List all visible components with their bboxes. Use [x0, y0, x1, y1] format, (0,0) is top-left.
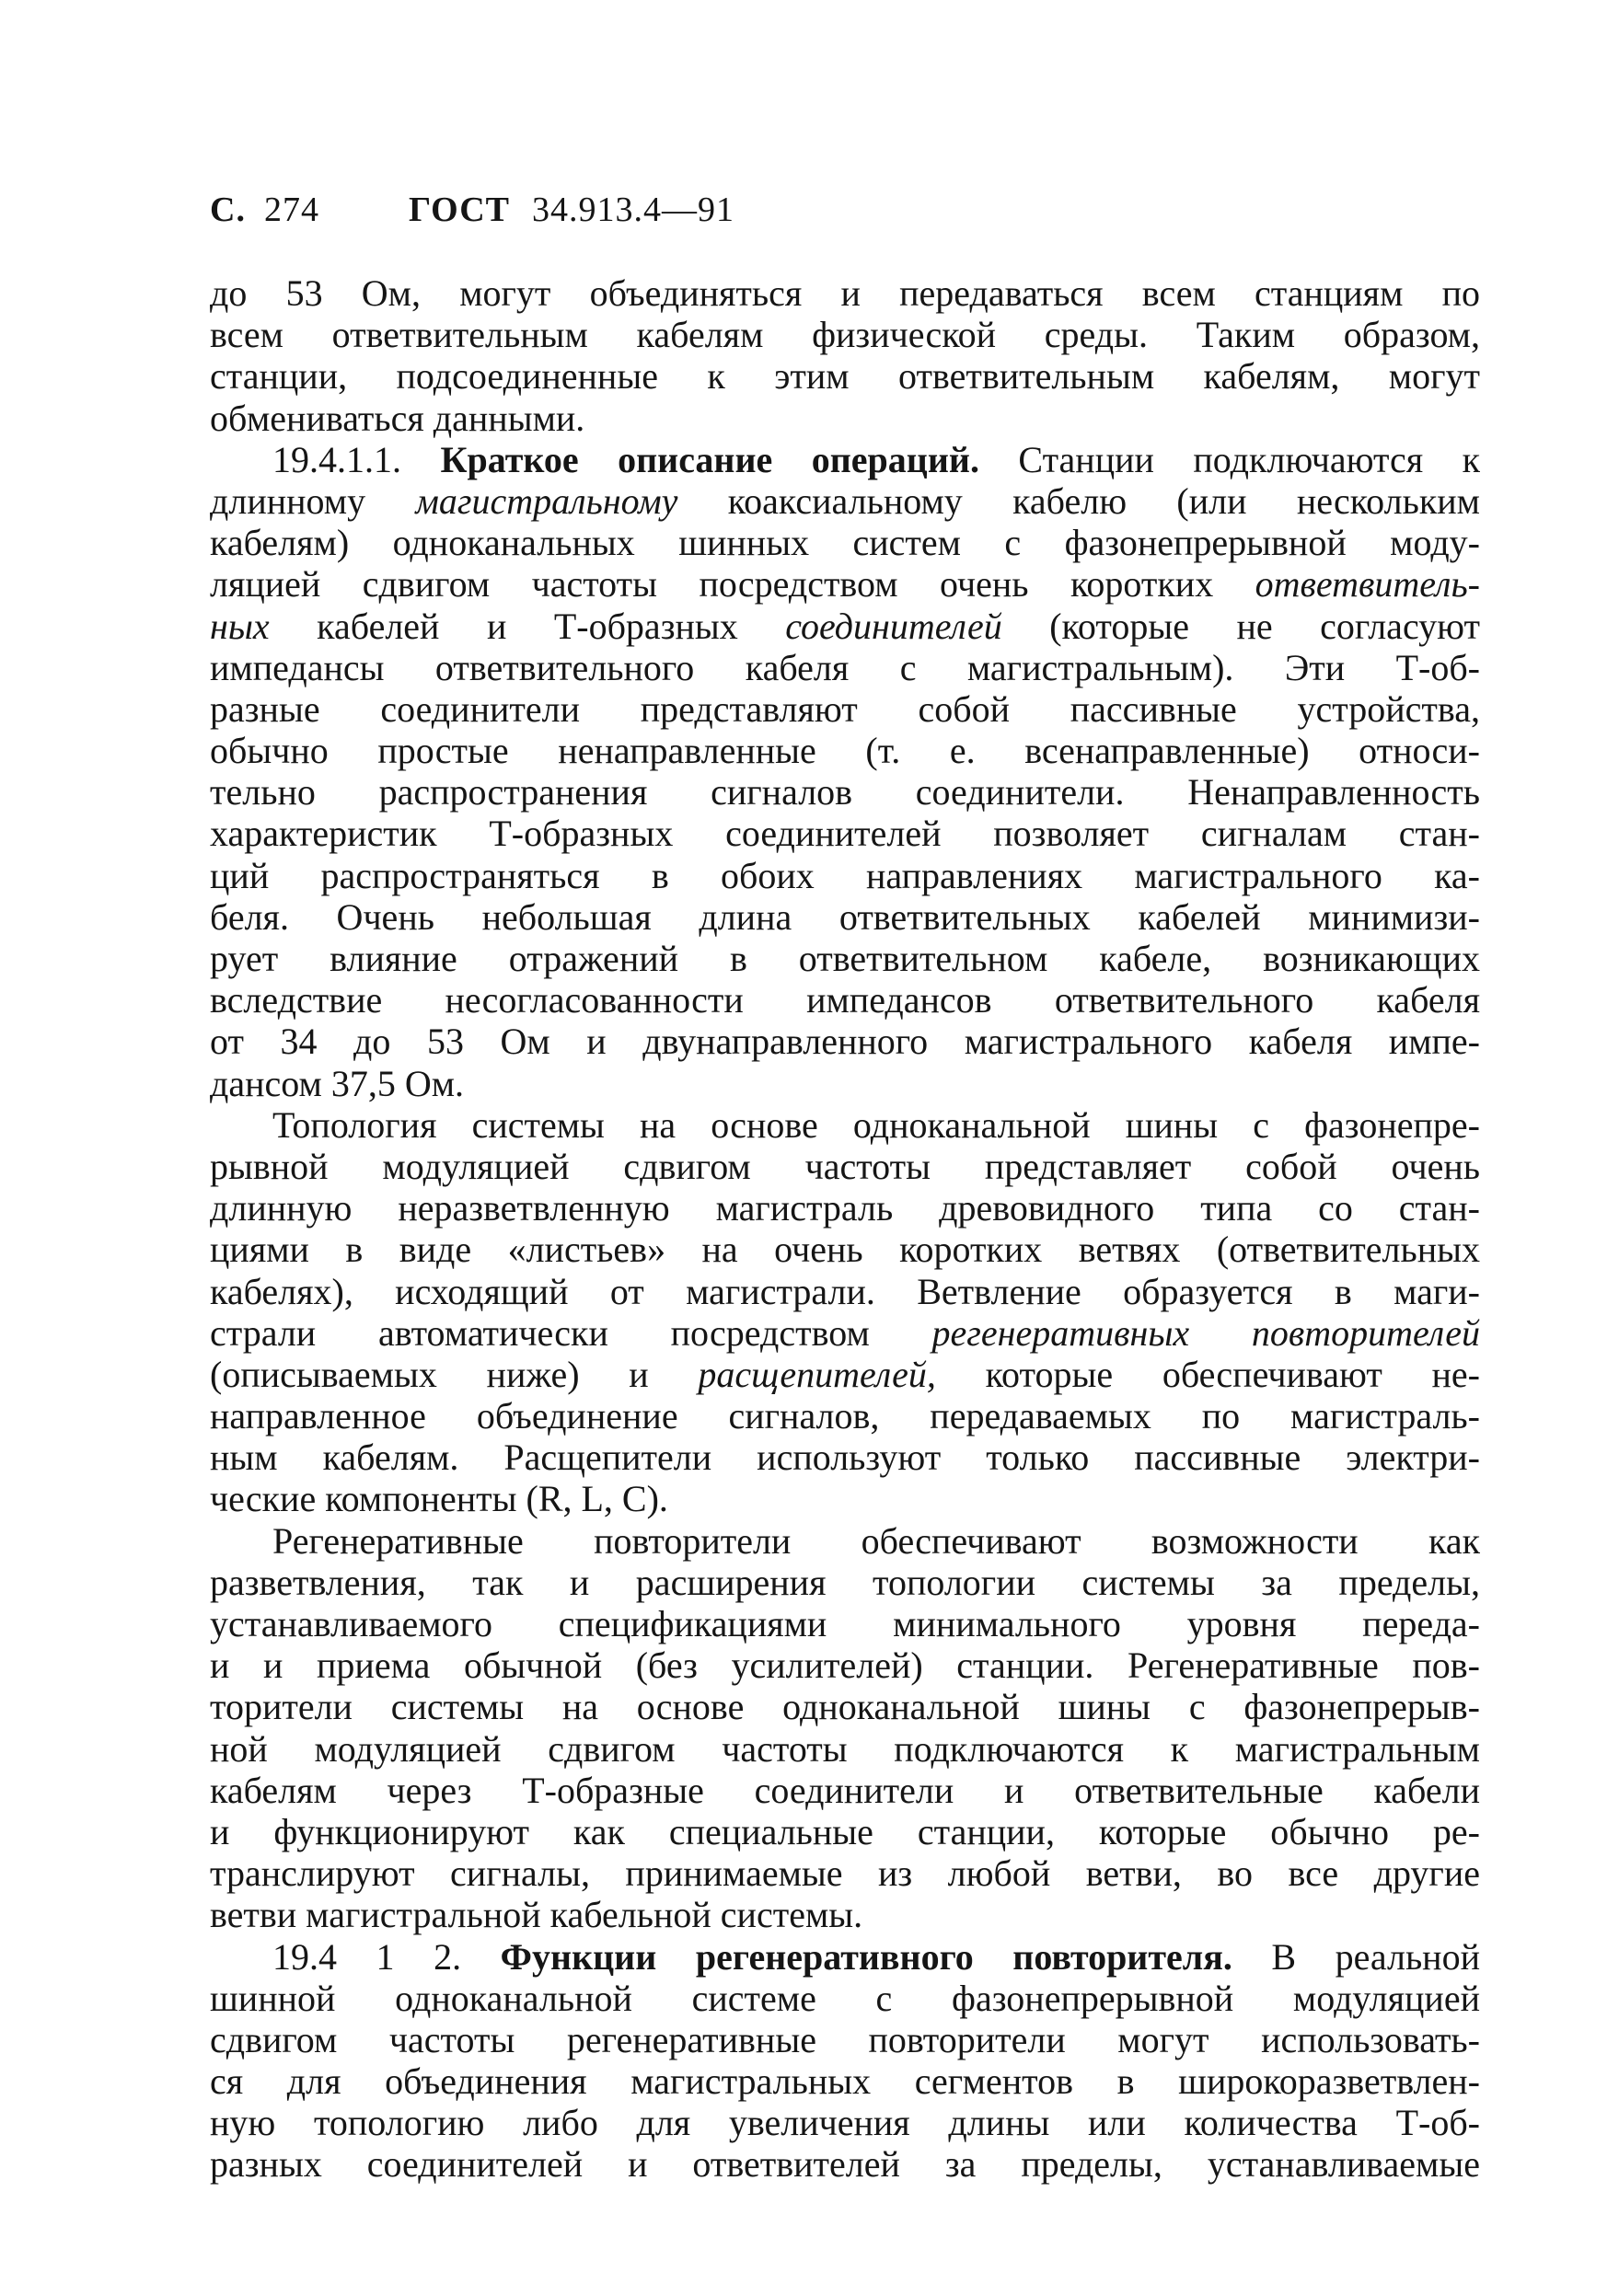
text-segment: кабелям) одноканальных шинных систем с фазонепрерывной моду- — [210, 522, 1480, 564]
text-line — [210, 1644, 1480, 1686]
text-segment: устанавливаемого спецификациями минимального уровня переда- — [210, 1603, 1480, 1644]
header-standard-number: 34.913.4—91 — [532, 190, 734, 229]
text-segment: торители системы на основе одноканальной шины с фазонепрерыв- — [210, 1686, 1480, 1728]
paragraph — [210, 272, 1480, 439]
text-segment: ным кабелям. Расщепители используют только пассивные электри- — [210, 1436, 1480, 1479]
text-line — [210, 1436, 1480, 1478]
text-line — [210, 272, 1480, 314]
text-line — [210, 1936, 1480, 1978]
text-line — [210, 1271, 1480, 1312]
text-line — [210, 2060, 1480, 2102]
text-segment: рует влияние отражений в ответвительном кабеле, возникающих — [210, 938, 1480, 979]
text-line — [210, 480, 1480, 522]
text-line — [210, 398, 1480, 439]
text-segment: кабелях), исходящий от магистрали. Ветвление образуется в маги- — [210, 1270, 1480, 1312]
text-line — [210, 1686, 1480, 1727]
text-line — [210, 1354, 1480, 1395]
text-segment: длинному — [210, 479, 416, 522]
text-segment: направленное объединение сигналов, передаваемых по магистраль- — [210, 1395, 1480, 1437]
text-segment: характеристик Т-образных соединителей позволяет сигналам стан- — [210, 813, 1480, 855]
text-segment: до 53 Ом, могут объединяться и передаваться всем станциям по — [210, 272, 1480, 314]
text-line — [210, 647, 1480, 688]
text-line — [210, 688, 1480, 730]
text-segment: вследствие несогласованности импедансов ответвительного кабеля — [210, 979, 1480, 1021]
text-line — [210, 1104, 1480, 1146]
text-line — [210, 1562, 1480, 1603]
text-line — [210, 1478, 1480, 1519]
text-line — [210, 1395, 1480, 1436]
italic-term: ответвитель- — [1255, 563, 1480, 606]
text-line — [210, 1852, 1480, 1894]
text-segment: тельно распространения сигналов соединители. Ненаправленность — [210, 771, 1480, 813]
text-line — [210, 896, 1480, 938]
text-segment: коаксиальному кабелю (или нескольким — [677, 479, 1480, 522]
text-segment: обычно простые ненаправленные (т. е. всенаправленные) относи- — [210, 730, 1480, 772]
text-segment: разные соединители представляют собой пассивные устройства, — [210, 687, 1480, 730]
text-line — [210, 771, 1480, 813]
text-segment: Топология системы на основе одноканальной шины с фазонепре- — [272, 1103, 1480, 1146]
text-segment: беля. Очень небольшая длина ответвительных кабелей минимизи- — [210, 895, 1480, 938]
italic-term: регенеративных повторителей — [931, 1311, 1480, 1354]
text-line — [210, 1520, 1480, 1562]
text-segment: дансом 37,5 Ом. — [210, 1062, 465, 1104]
running-header — [210, 189, 734, 231]
text-segment: от 34 до 53 Ом и двунаправленного магистрального кабеля импе- — [210, 1021, 1480, 1063]
text-segment: рывной модуляцией сдвигом частоты представляет собой очень — [210, 1145, 1480, 1187]
text-line — [210, 2019, 1480, 2060]
text-segment: ляцией сдвигом частоты посредством очень коротких — [210, 563, 1255, 606]
text-segment: ной модуляцией сдвигом частоты подключаются к магистральным — [210, 1727, 1480, 1770]
text-segment: длинную неразветвленную магистраль древовидного типа со стан- — [210, 1187, 1480, 1229]
text-segment: ную топологию либо для увеличения длины или количества Т-об- — [210, 2102, 1480, 2144]
italic-term: ных — [210, 605, 270, 647]
text-segment: Станции подключаются к — [978, 438, 1480, 480]
text-line — [210, 439, 1480, 480]
text-segment: станции, подсоединенные к этим ответвительным кабелям, могут — [210, 355, 1480, 398]
text-segment: и функционируют как специальные станции, которые обычно ре- — [210, 1810, 1480, 1852]
text-segment: которые обеспечивают не- — [935, 1353, 1480, 1395]
text-line — [210, 2102, 1480, 2143]
text-line — [210, 855, 1480, 896]
text-line — [210, 606, 1480, 647]
text-line — [210, 1021, 1480, 1062]
text-segment: В реальной — [1232, 1935, 1480, 1978]
italic-term: расщепителей, — [698, 1353, 936, 1395]
text-line — [210, 1187, 1480, 1229]
text-segment: и и приема обычной (без усилителей) станции. Регенеративные пов- — [210, 1644, 1480, 1687]
text-line — [210, 522, 1480, 563]
paragraph — [210, 1520, 1480, 1936]
header-page-number: 274 — [263, 190, 319, 229]
text-line — [210, 1063, 1480, 1104]
text-segment: Регенеративные повторители обеспечивают возможности как — [272, 1519, 1480, 1562]
text-line — [210, 1146, 1480, 1187]
text-line — [210, 1229, 1480, 1270]
text-segment: страли автоматически посредством — [210, 1311, 932, 1354]
text-segment: кабелей и Т-образных — [269, 605, 786, 647]
paragraph — [210, 1936, 1480, 2186]
text-segment: всем ответвительным кабелям физической среды. Таким образом, — [210, 314, 1480, 356]
text-line — [210, 938, 1480, 979]
text-line — [210, 563, 1480, 605]
bold-heading-text: Краткое описание операций. — [440, 438, 979, 480]
text-segment: (описываемых ниже) и — [210, 1353, 699, 1395]
text-segment: 19.4 1 2. — [272, 1935, 501, 1978]
text-segment: ций распространяться в обоих направлениях магистрального ка- — [210, 854, 1480, 896]
italic-term: соединителей — [785, 605, 1002, 647]
paragraph — [210, 1104, 1480, 1520]
text-segment: ветви магистральной кабельной системы. — [210, 1894, 863, 1936]
header-page-prefix: С. — [210, 190, 246, 229]
text-line — [210, 1811, 1480, 1852]
text-line — [210, 314, 1480, 355]
text-line — [210, 1728, 1480, 1770]
header-standard: ГОСТ — [408, 190, 510, 229]
text-segment: транслируют сигналы, принимаемые из любой ветви, во все другие — [210, 1852, 1480, 1895]
text-line — [210, 355, 1480, 397]
text-segment: ся для объединения магистральных сегментов в широкоразветвлен- — [210, 2060, 1480, 2103]
text-line — [210, 730, 1480, 771]
text-segment: разных соединителей и ответвителей за пределы, устанавливаемые — [210, 2143, 1480, 2186]
text-line — [210, 1770, 1480, 1811]
text-line — [210, 1894, 1480, 1935]
text-line — [210, 979, 1480, 1021]
text-segment: разветвления, так и расширения топологии системы за пределы, — [210, 1561, 1480, 1603]
text-segment: ческие компоненты (R, L, C). — [210, 1478, 668, 1520]
text-segment: кабелям через Т-образные соединители и ответвительные кабели — [210, 1769, 1480, 1811]
text-segment: (которые не согласуют — [1001, 605, 1480, 647]
bold-heading-text: Функции регенеративного повторителя. — [500, 1935, 1232, 1978]
text-line — [210, 1978, 1480, 2019]
text-segment: шинной одноканальной системе с фазонепрерывной модуляцией — [210, 1977, 1480, 2019]
body-text — [210, 272, 1480, 2186]
paragraph — [210, 439, 1480, 1104]
text-segment: импедансы ответвительного кабеля с магистральным). Эти Т-об- — [210, 646, 1480, 688]
text-line — [210, 1312, 1480, 1354]
italic-term: магистральному — [415, 479, 678, 522]
text-line — [210, 813, 1480, 854]
text-segment: 19.4.1.1. — [272, 438, 441, 480]
text-segment: циями в виде «листьев» на очень коротких ветвях (ответвительных — [210, 1229, 1480, 1271]
text-line — [210, 2143, 1480, 2185]
text-line — [210, 1603, 1480, 1644]
text-segment: сдвигом частоты регенеративные повторители могут использовать- — [210, 2018, 1480, 2060]
text-segment: обмениваться данными. — [210, 397, 585, 439]
